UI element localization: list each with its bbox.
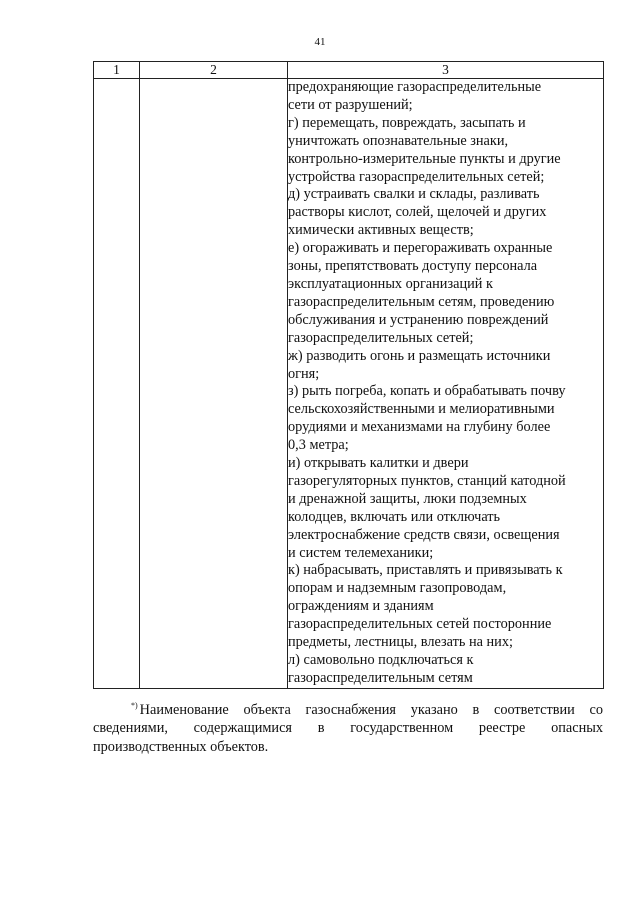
text-line: и систем телемеханики;	[288, 544, 434, 561]
text-line: зоны, препятствовать доступу персонала	[288, 258, 538, 275]
text-line: и) открывать калитки и двери	[288, 455, 469, 472]
text-line: обслуживания и устранению повреждений	[288, 311, 549, 328]
footnote	[93, 697, 603, 756]
text-line: растворы кислот, солей, щелочей и других	[288, 204, 547, 221]
column-header-3: 3	[288, 62, 604, 79]
text-line: ж) разводить огонь и размещать источники	[288, 347, 551, 364]
text-line: ограждениям и зданиям	[288, 598, 434, 615]
cell-column-3	[288, 79, 604, 689]
text-line: устройства газораспределительных сетей;	[288, 168, 545, 185]
text-line: химически активных веществ;	[288, 222, 474, 239]
text-line: газораспределительных сетей посторонние	[288, 616, 552, 633]
column-header-1: 1	[94, 62, 140, 79]
text-line: газораспределительным сетям	[288, 669, 473, 686]
text-line: контрольно-измерительные пункты и другие	[288, 150, 561, 167]
text-line: 0,3 метра;	[288, 437, 349, 454]
text-line: д) устраивать свалки и склады, разливать	[288, 186, 540, 203]
text-line: эксплуатационных организаций к	[288, 275, 493, 292]
text-line: электроснабжение средств связи, освещения	[288, 526, 560, 543]
text-line: г) перемещать, повреждать, засыпать и	[288, 114, 526, 131]
text-line: предохраняющие газораспределительные	[288, 79, 542, 95]
text-line: и дренажной защиты, люки подземных	[288, 490, 527, 507]
footnote-line-1-text: Наименование объекта газоснабжения указано в соответствии со	[139, 701, 603, 718]
text-line: газораспределительных сетей;	[288, 329, 474, 346]
text-line: к) набрасывать, приставлять и привязывать к	[288, 562, 563, 579]
text-line: газораспределительным сетям, проведению	[288, 293, 555, 310]
text-line: з) рыть погреба, копать и обрабатывать почву	[288, 383, 566, 400]
text-line: предметы, лестницы, влезать на них;	[288, 634, 513, 651]
text-line: опорам и надземным газопроводам,	[288, 580, 507, 597]
text-line: газорегуляторных пунктов, станций катодной	[288, 472, 566, 489]
column-header-2: 2	[140, 62, 288, 79]
table-row	[94, 79, 604, 689]
footnote-line-3: производственных объектов.	[93, 738, 269, 755]
text-line: е) огораживать и перегораживать охранные	[288, 240, 553, 257]
text-line: колодцев, включать или отключать	[288, 508, 501, 525]
footnote-marker: *)	[131, 701, 138, 710]
text-line: л) самовольно подключаться к	[288, 652, 474, 668]
footnote-line-2: сведениями, содержащимися в государственном реестре опасных	[93, 720, 603, 737]
text-line: огня;	[288, 365, 320, 382]
cell-column-2	[140, 79, 288, 689]
text-line: уничтожать опознавательные знаки,	[288, 132, 509, 149]
table-header-row	[94, 62, 604, 79]
footnote-line-1	[93, 697, 603, 719]
text-line: сельскохозяйственными и мелиоративными	[288, 401, 555, 418]
cell-column-1	[94, 79, 140, 689]
data-table	[93, 61, 604, 689]
text-line: орудиями и механизмами на глубину более	[288, 419, 551, 436]
text-line: сети от разрушений;	[288, 96, 413, 113]
page-number: 41	[314, 36, 326, 48]
